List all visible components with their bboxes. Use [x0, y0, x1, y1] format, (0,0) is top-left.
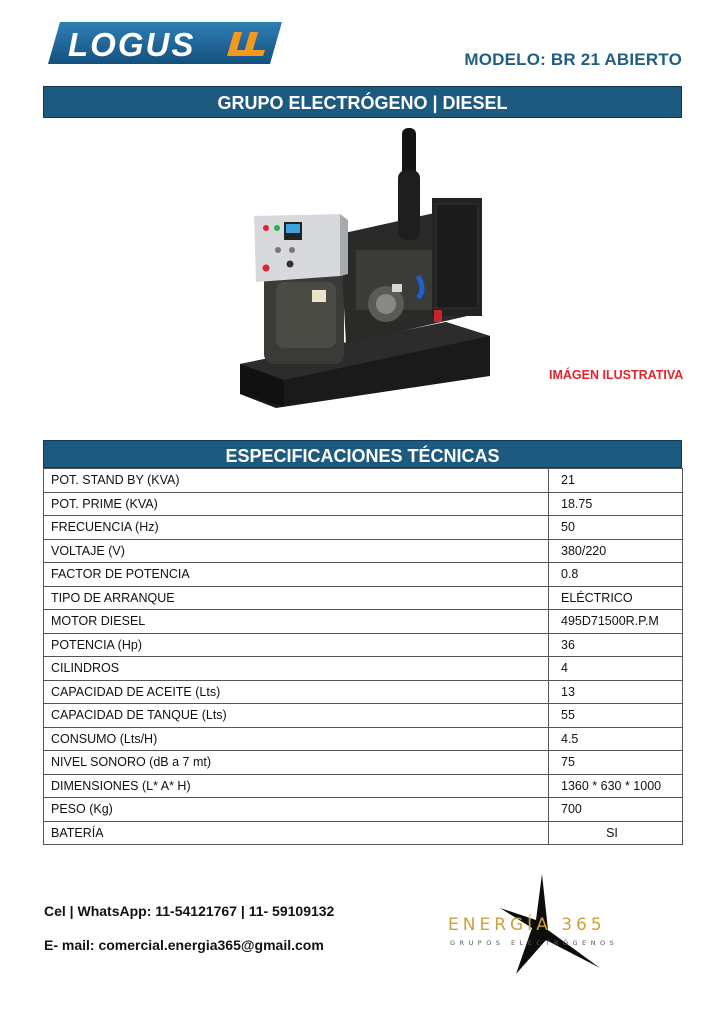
spec-value: 4.5 [549, 727, 683, 751]
logus-logo [46, 20, 284, 66]
generator-image [236, 124, 492, 408]
spec-label: MOTOR DIESEL [44, 610, 549, 634]
spec-row-weight [44, 798, 683, 822]
spec-value: ELÉCTRICO [549, 586, 683, 610]
spec-row-dimensions [44, 774, 683, 798]
spec-value: SI [549, 821, 683, 845]
energia365-logo [444, 872, 636, 980]
spec-row-engine [44, 610, 683, 634]
spec-row-frequency [44, 516, 683, 540]
spec-value: 13 [549, 680, 683, 704]
spec-row-voltage [44, 539, 683, 563]
spec-value: 50 [549, 516, 683, 540]
spec-row-start-type [44, 586, 683, 610]
title-band: GRUPO ELECTRÓGENO | DIESEL [43, 86, 682, 118]
spec-label: NIVEL SONORO (dB a 7 mt) [44, 751, 549, 775]
model-label: MODELO: BR 21 ABIERTO [464, 50, 682, 69]
spec-row-standby [44, 469, 683, 493]
spec-row-battery [44, 821, 683, 845]
spec-row-power-hp [44, 633, 683, 657]
spec-value: 495D71500R.P.M [549, 610, 683, 634]
specs-title-band: ESPECIFICACIONES TÉCNICAS [43, 440, 682, 468]
spec-label: DIMENSIONES (L* A* H) [44, 774, 549, 798]
brand-name: ENERGÍA 365 [448, 915, 606, 935]
contact-email: E- mail: comercial.energia365@gmail.com [44, 937, 324, 953]
spec-value: 75 [549, 751, 683, 775]
specs-table [43, 468, 683, 845]
spec-row-prime [44, 492, 683, 516]
spec-label: FRECUENCIA (Hz) [44, 516, 549, 540]
spec-label: VOLTAJE (V) [44, 539, 549, 563]
spec-value: 380/220 [549, 539, 683, 563]
spec-row-tank-capacity [44, 704, 683, 728]
spec-value: 0.8 [549, 563, 683, 587]
spec-row-consumption [44, 727, 683, 751]
spec-row-cylinders [44, 657, 683, 681]
spec-value: 4 [549, 657, 683, 681]
spec-label: POT. PRIME (KVA) [44, 492, 549, 516]
spec-value: 18.75 [549, 492, 683, 516]
spec-label: CONSUMO (Lts/H) [44, 727, 549, 751]
spec-label: POT. STAND BY (KVA) [44, 469, 549, 493]
spec-row-noise [44, 751, 683, 775]
spec-value: 36 [549, 633, 683, 657]
spec-row-oil-capacity [44, 680, 683, 704]
spec-label: CAPACIDAD DE TANQUE (Lts) [44, 704, 549, 728]
spec-label: BATERÍA [44, 821, 549, 845]
spec-label: FACTOR DE POTENCIA [44, 563, 549, 587]
spec-label: TIPO DE ARRANQUE [44, 586, 549, 610]
spec-label: POTENCIA (Hp) [44, 633, 549, 657]
spec-label: CILINDROS [44, 657, 549, 681]
spec-row-power-factor [44, 563, 683, 587]
spec-value: 1360 * 630 * 1000 [549, 774, 683, 798]
spec-value: 21 [549, 469, 683, 493]
brand-subtitle: GRUPOS ELECTRÓGENOS [450, 939, 619, 947]
contact-phone: Cel | WhatsApp: 11-54121767 | 11- 59109132 [44, 903, 335, 919]
spec-value: 700 [549, 798, 683, 822]
logo-text: LOGUS [68, 26, 196, 63]
spec-label: CAPACIDAD DE ACEITE (Lts) [44, 680, 549, 704]
spec-value: 55 [549, 704, 683, 728]
illustrative-caption: IMÁGEN ILUSTRATIVA [549, 368, 684, 382]
spec-label: PESO (Kg) [44, 798, 549, 822]
